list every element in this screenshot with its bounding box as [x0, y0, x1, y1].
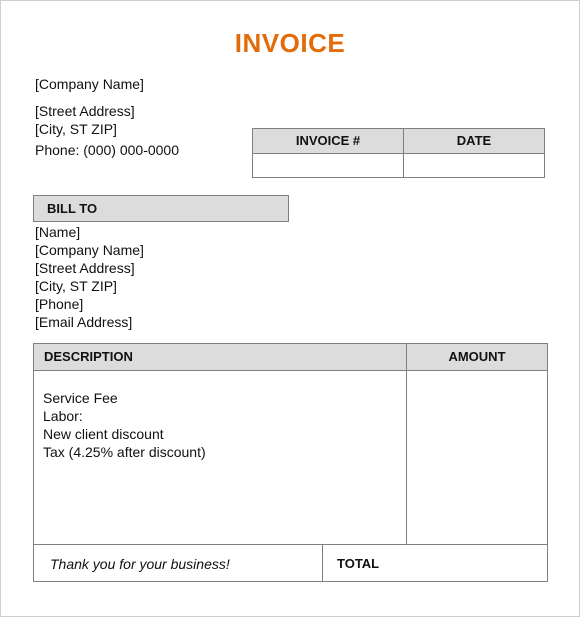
date-field[interactable]	[404, 154, 544, 177]
invoice-number-field[interactable]	[253, 154, 403, 177]
bill-to-city: [City, ST ZIP]	[35, 278, 117, 294]
company-phone: Phone: (000) 000-0000	[35, 142, 179, 158]
bill-to-email: [Email Address]	[35, 314, 133, 330]
bill-to-phone: [Phone]	[35, 296, 84, 312]
column-divider	[406, 344, 407, 544]
company-name: [Company Name]	[35, 76, 144, 92]
footer-column-divider	[322, 544, 323, 581]
line-item-description: Tax (4.25% after discount)	[43, 444, 206, 460]
invoice-meta-table	[252, 128, 545, 178]
total-label: TOTAL	[337, 556, 380, 571]
date-header: DATE	[404, 129, 544, 154]
line-item-description: Service Fee	[43, 390, 118, 406]
amount-header: AMOUNT	[407, 344, 547, 371]
description-header	[34, 344, 406, 371]
bill-to-header	[33, 195, 289, 222]
invoice-title: INVOICE	[234, 28, 346, 58]
description-header-label: DESCRIPTION	[44, 349, 133, 364]
line-items-table	[33, 343, 548, 582]
bill-to-name: [Name]	[35, 224, 81, 240]
bill-to-label: BILL TO	[47, 201, 98, 216]
thank-you-note: Thank you for your business!	[50, 556, 230, 572]
company-city: [City, ST ZIP]	[35, 121, 117, 137]
company-street: [Street Address]	[35, 103, 135, 119]
bill-to-company: [Company Name]	[35, 242, 144, 258]
line-item-description: Labor:	[43, 408, 83, 424]
line-item-description: New client discount	[43, 426, 164, 442]
bill-to-street: [Street Address]	[35, 260, 135, 276]
invoice-number-header: INVOICE #	[253, 129, 403, 154]
footer-divider	[34, 544, 547, 545]
